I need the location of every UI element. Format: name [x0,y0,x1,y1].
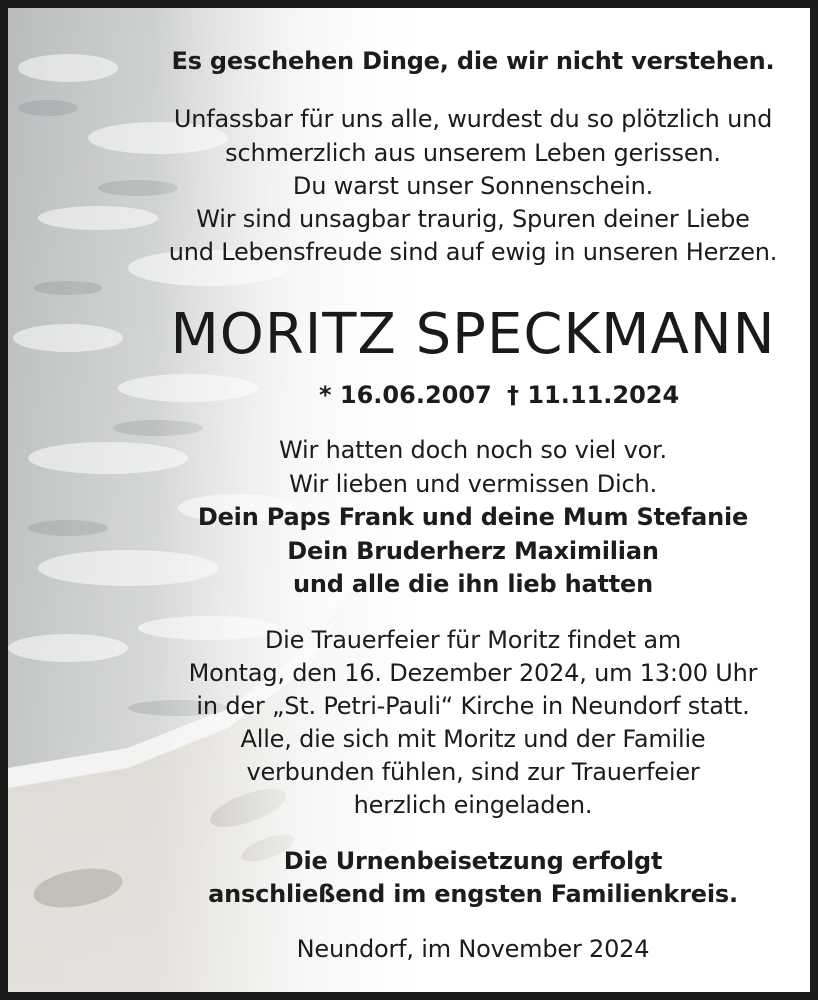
ceremony-line: Montag, den 16. Dezember 2024, um 13:00 Uhr [188,659,758,687]
poem-line: Unfassbar für uns alle, wurdest du so plötzlich und [173,105,773,133]
burial-line: anschließend im engsten Familienkreis. [208,880,738,908]
motto: Es geschehen Dinge, die wir nicht verstehen. [171,47,775,75]
ceremony-line: herzlich eingeladen. [353,791,593,819]
mourner-line: Dein Bruderherz Maximilian [287,537,659,565]
mourner-line: Dein Paps Frank und deine Mum Stefanie [197,503,749,531]
poem-line: Du warst unser Sonnenschein. [292,172,654,200]
deceased-name: MORITZ SPECKMANN [170,302,776,367]
mourner-line: und alle die ihn lieb hatten [292,570,654,598]
message-line: Wir lieben und vermissen Dich. [289,470,657,498]
ceremony-line: verbunden fühlen, sind zur Trauerfeier [246,758,700,786]
poem-line: schmerzlich aus unserem Leben gerissen. [225,139,721,167]
death-date: † 11.11.2024 [507,381,680,409]
ceremony-line: in der „St. Petri-Pauli“ Kirche in Neundorf statt. [196,692,750,720]
life-dates [128,378,818,412]
place-date: Neundorf, im November 2024 [296,935,650,963]
ceremony-line: Die Trauerfeier für Moritz findet am [264,626,682,654]
burial-line: Die Urnenbeisetzung erfolgt [283,847,663,875]
birth-date: * 16.06.2007 [319,381,492,409]
ceremony-line: Alle, die sich mit Moritz und der Familie [240,725,706,753]
poem-line: und Lebensfreude sind auf ewig in unseren Herzen. [168,238,778,266]
notice-text [8,8,818,1000]
message-line: Wir hatten doch noch so viel vor. [279,436,667,464]
poem-line: Wir sind unsagbar traurig, Spuren deiner Liebe [196,205,750,233]
